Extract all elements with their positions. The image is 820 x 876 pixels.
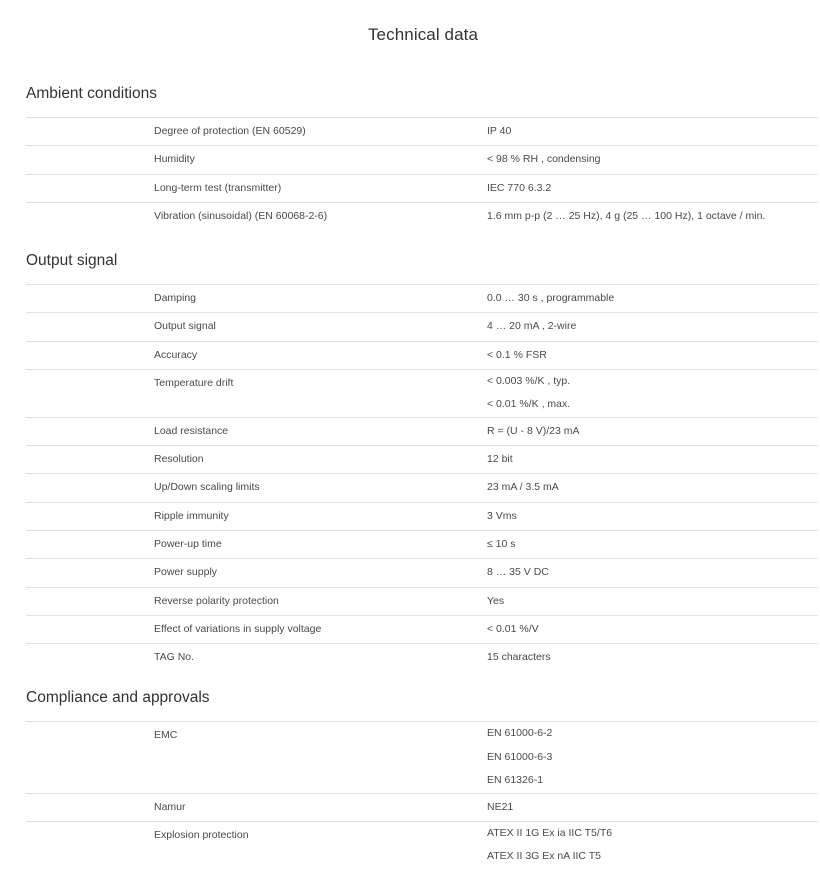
spec-value-cell bbox=[487, 418, 818, 445]
spec-label: Power-up time bbox=[154, 538, 222, 551]
spec-row bbox=[26, 616, 818, 644]
spec-value: IEC 770 6.3.2 bbox=[487, 181, 552, 194]
spec-value-cell bbox=[487, 175, 818, 202]
spec-value: ATEX II 1G Ex ia IIC T5/T6 bbox=[487, 826, 613, 839]
spec-label: Power supply bbox=[154, 566, 218, 579]
spec-row bbox=[26, 644, 818, 671]
spec-value-cell bbox=[487, 644, 818, 671]
spec-value-cell bbox=[487, 588, 818, 615]
spec-label-cell bbox=[26, 118, 487, 145]
spec-value: 4 … 20 mA , 2-wire bbox=[487, 320, 577, 333]
spec-table bbox=[26, 721, 818, 869]
spec-value-cell bbox=[487, 474, 818, 501]
spec-value: < 0.1 % FSR bbox=[487, 348, 547, 361]
spec-value-cell bbox=[487, 531, 818, 558]
spec-value-cell bbox=[487, 446, 818, 473]
spec-label: Long-term test (transmitter) bbox=[154, 181, 282, 194]
spec-row bbox=[26, 285, 818, 313]
spec-label: Explosion protection bbox=[154, 828, 249, 841]
spec-row bbox=[26, 474, 818, 502]
spec-row bbox=[26, 822, 818, 869]
spec-label-cell bbox=[26, 175, 487, 202]
spec-value: EN 61000-6-3 bbox=[487, 750, 553, 763]
spec-row bbox=[26, 342, 818, 370]
spec-value-cell bbox=[487, 794, 818, 821]
spec-row bbox=[26, 175, 818, 203]
spec-value: Yes bbox=[487, 594, 505, 607]
section-compliance-approvals bbox=[26, 686, 818, 869]
spec-value-cell bbox=[487, 118, 818, 145]
spec-value: EN 61326-1 bbox=[487, 774, 544, 786]
spec-value: 3 Vms bbox=[487, 509, 517, 522]
spec-row bbox=[26, 118, 818, 146]
spec-value: < 98 % RH , condensing bbox=[487, 153, 601, 166]
spec-label-cell bbox=[26, 146, 487, 173]
spec-value: 15 characters bbox=[487, 651, 551, 664]
spec-label-cell bbox=[26, 531, 487, 558]
spec-label: Ripple immunity bbox=[154, 509, 229, 522]
spec-row bbox=[26, 418, 818, 446]
spec-value-cell bbox=[487, 616, 818, 643]
spec-row bbox=[26, 503, 818, 531]
spec-value: < 0.01 %/K , max. bbox=[487, 398, 571, 411]
spec-label-cell bbox=[26, 644, 487, 671]
spec-value: R = (U - 8 V)/23 mA bbox=[487, 424, 580, 437]
spec-value-cell bbox=[487, 503, 818, 530]
spec-value-cell bbox=[487, 146, 818, 173]
section-heading: Output signal bbox=[26, 252, 118, 269]
spec-label: Accuracy bbox=[154, 348, 198, 361]
spec-label-cell bbox=[26, 342, 487, 369]
spec-label-cell bbox=[26, 313, 487, 340]
spec-label: Effect of variations in supply voltage bbox=[154, 622, 322, 635]
spec-label: TAG No. bbox=[154, 651, 195, 664]
section-ambient-conditions bbox=[26, 82, 818, 230]
section-heading: Ambient conditions bbox=[26, 85, 157, 102]
spec-row bbox=[26, 588, 818, 616]
spec-label: EMC bbox=[154, 729, 178, 741]
spec-value-cell bbox=[487, 370, 818, 417]
spec-label-cell bbox=[26, 503, 487, 530]
spec-value: ATEX II 3G Ex nA IIC T5 bbox=[487, 850, 601, 863]
spec-value: < 0.01 %/V bbox=[487, 622, 539, 635]
spec-label-cell bbox=[26, 203, 487, 230]
spec-label-cell bbox=[26, 285, 487, 312]
spec-row bbox=[26, 370, 818, 418]
spec-row bbox=[26, 794, 818, 822]
spec-value-cell bbox=[487, 559, 818, 586]
spec-value: IP 40 bbox=[487, 125, 512, 137]
spec-value-cell bbox=[487, 722, 818, 793]
spec-label: Degree of protection (EN 60529) bbox=[154, 125, 306, 137]
page-title: Technical data bbox=[367, 25, 479, 44]
spec-label: Temperature drift bbox=[154, 376, 234, 389]
spec-value: NE21 bbox=[487, 800, 514, 813]
spec-label: Namur bbox=[154, 800, 186, 813]
spec-row bbox=[26, 313, 818, 341]
spec-row bbox=[26, 531, 818, 559]
spec-label-cell bbox=[26, 418, 487, 445]
spec-label: Output signal bbox=[154, 320, 216, 333]
spec-label-cell bbox=[26, 588, 487, 615]
spec-label-cell bbox=[26, 474, 487, 501]
spec-value: 12 bit bbox=[487, 453, 513, 466]
spec-row bbox=[26, 446, 818, 474]
spec-value-cell bbox=[487, 203, 818, 230]
spec-value-cell bbox=[487, 313, 818, 340]
spec-row bbox=[26, 559, 818, 587]
section-output-signal bbox=[26, 249, 818, 672]
spec-value: < 0.003 %/K , typ. bbox=[487, 374, 571, 387]
spec-label: Vibration (sinusoidal) (EN 60068-2-6) bbox=[154, 209, 328, 222]
spec-value: 8 … 35 V DC bbox=[487, 566, 549, 579]
spec-value: 1.6 mm p-p (2 … 25 Hz), 4 g (25 … 100 Hz), 1 octave / min. bbox=[487, 209, 766, 222]
spec-label-cell bbox=[26, 370, 487, 417]
spec-row bbox=[26, 146, 818, 174]
spec-value: 23 mA / 3.5 mA bbox=[487, 481, 559, 494]
spec-label: Load resistance bbox=[154, 424, 229, 437]
spec-label: Resolution bbox=[154, 453, 204, 466]
spec-value: EN 61000-6-2 bbox=[487, 727, 553, 739]
spec-label-cell bbox=[26, 616, 487, 643]
spec-value: 0.0 … 30 s , programmable bbox=[487, 292, 615, 304]
spec-label-cell bbox=[26, 722, 487, 793]
spec-label-cell bbox=[26, 822, 487, 869]
spec-label: Damping bbox=[154, 292, 197, 304]
spec-table bbox=[26, 284, 818, 672]
spec-label-cell bbox=[26, 446, 487, 473]
spec-value-cell bbox=[487, 342, 818, 369]
spec-label: Reverse polarity protection bbox=[154, 594, 279, 607]
spec-label: Humidity bbox=[154, 153, 195, 166]
spec-table bbox=[26, 117, 818, 230]
spec-label: Up/Down scaling limits bbox=[154, 481, 260, 494]
spec-value-cell bbox=[487, 822, 818, 869]
spec-row bbox=[26, 203, 818, 230]
spec-value-cell bbox=[487, 285, 818, 312]
spec-row bbox=[26, 722, 818, 794]
spec-value: ≤ 10 s bbox=[487, 538, 516, 551]
section-heading: Compliance and approvals bbox=[26, 689, 210, 706]
spec-label-cell bbox=[26, 794, 487, 821]
spec-label-cell bbox=[26, 559, 487, 586]
